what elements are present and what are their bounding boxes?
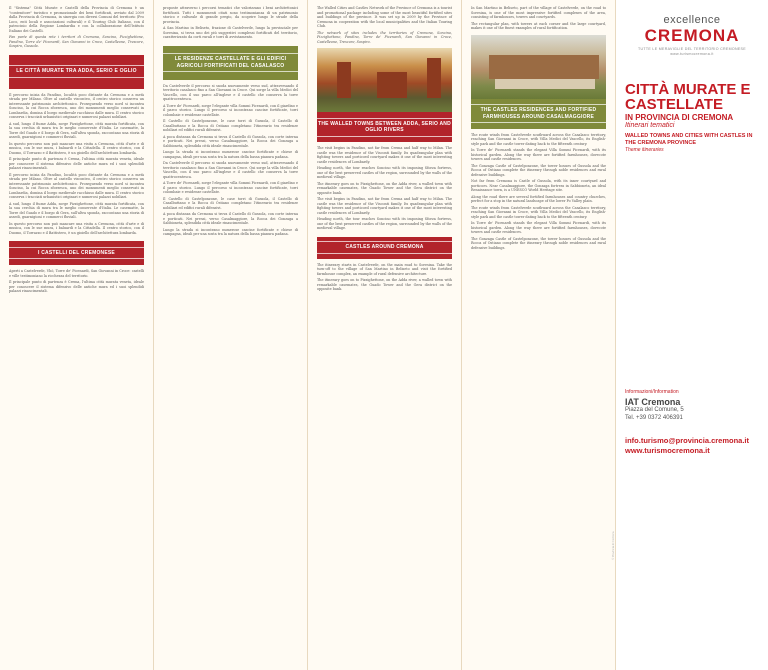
- section-title: LE CITTÀ MURATE TRA ADDA, SERIO E OGLIO: [9, 65, 144, 78]
- body-paragraph: The itinerary goes on to Pizzighettone, on the Adda river, a walled town with remarkable casemates, the Guado Tower and the Gera district on the opposite bank.: [317, 181, 452, 195]
- body-paragraph: Heading north, the tour reaches Soncino with its imposing Sforza fortress, one of the best preserved castles of the region, surrounded by the walls of the medieval village.: [317, 166, 452, 179]
- intro-paragraph: A San Martino in Beliseto, frazione di Castelverde, lungo la provinciale per Soresina, si trova uno dei più suggestivi complessi fortificati del territorio, caratterizzato da corti rurali e torri di avvistamento.: [163, 26, 298, 39]
- body-paragraph: Il principale punto di partenza è Crema, l'ultima città murata veneta, ideale per conoscere il sistema difensivo delle antiche mura ed i suoi splendidi palazzi rinascimentali.: [9, 280, 144, 293]
- section-title: THE WALLED TOWNS BETWEEN ADDA, SERIO AND OGLIO RIVERS: [317, 118, 452, 137]
- info-label: Informazioni/Information: [625, 389, 679, 395]
- body-paragraph: Aperti a Castelverde, Vhò, Torre de' Picenardi, San Giovanni in Croce: castelli e ville testimoniano la ricchezza del territorio.: [9, 269, 144, 278]
- section-band: [9, 241, 144, 265]
- intro-paragraph: The Walled Cities and Castles Network of the Province of Cremona is a tourist and promotional package including some of the most beautiful fortified sites and buildings of the province. It was set up in 2009 by the Province of Cremona in cooperation with the local municipalities and the Italian Touring Club.: [317, 6, 452, 28]
- body-paragraph: In Torre de' Picenardi stands the elegant Villa Sommi Picenardi, with its historical garden. Along the way there are fortified farmhouses, dovecote towers and castle residences.: [471, 148, 606, 161]
- info-phone[interactable]: Tel. +39 0372 406391: [625, 414, 683, 421]
- castle-photo: [317, 48, 452, 112]
- body-paragraph: Il principale punto di partenza è Crema, l'ultima città murata veneta, ideale per conoscere il sistema difensivo delle antiche mura ed i suoi splendidi palazzi rinascimentali.: [9, 157, 144, 170]
- body-paragraph: The itinerary starts in Castelverde, on the main road to Soresina. Take the turn-off to the village of San Martino in Beliseto and visit the fortified farmhouse complex, an example of rural defensive architecture.: [317, 262, 452, 276]
- body-paragraph: Il percorso inizia da Pandino, località poco distante da Cremona e a metà strada per Milano. Oltre al castello visconteo, il centro storico conserva un interessante patrimonio architettonico. Proseguendo verso nord si incontra Soncino, la cui Rocca sforzesca, uno dei monumenti meglio conservati in Lombardia, domina il borgo medievale racchiuso dalle mura. Il centro storico conserva i tracciati urbanistici originari e numerosi palazzi nobiliari.: [9, 172, 144, 199]
- farmhouse-photo: [471, 35, 606, 99]
- intro-paragraph: proposte attraverso i percorsi tematici che valorizzano i beni architettonici fortificati. Tutti i monumenti citati sono testimonianza di un patrimonio storico e culturale di grande pregio, da scoprire lungo le strade della provincia.: [163, 6, 298, 24]
- body-paragraph: In questo percorso non può mancare una visita a Cremona, città d'arte e di musica, con le sue mura, i baluardi e la Cittadella. Il centro storico, con il Duomo, il Torrazzo e il Battistero, è un gioiello dell'architettura lombarda.: [9, 221, 144, 235]
- body-paragraph: A Torre de' Picenardi, sorge l'elegante villa Sommi Picenardi, con il giardino e il parco storico. Lungo il percorso si incontrano cascine fortificate, torri colombaie e residenze castellate.: [163, 181, 298, 194]
- section-title: I CASTELLI DEL CREMONESE: [9, 247, 144, 260]
- logo-url[interactable]: www.turismocremona.it: [670, 52, 714, 56]
- body-paragraph: Along the road there are several fortified farmhouses and country churches, perfect for a stop in the natural landscape of the lower Po Valley plain.: [471, 194, 606, 203]
- credits-note: © Provincia di Cremona: [612, 531, 615, 560]
- body-paragraph: Not far from Cremona is Castle of Gussola, with its inner courtyard and porticoes. Near Casalmaggiore, the Gonzaga fortress in Sabbioneta, an ideal Renaissance town, is a UNESCO World Heritage site.: [471, 179, 606, 192]
- intro-paragraph: The rectangular plan, with towers at each corner and the large courtyard, makes it one of the finest examples of rural fortification.: [471, 21, 606, 30]
- info-email[interactable]: info.turismo@provincia.cremona.it: [625, 436, 749, 445]
- body-paragraph: Da Castelverde il percorso si snoda nuovamente verso sud, attraversando il territorio casalasco fino a San Giovanni in Croce. Qui sorge la villa Medici del Vascello, con il suo parco all'inglese e il castello che conserva la torre quattrocentesca.: [163, 83, 298, 101]
- panel-walled-towns-en: [308, 0, 461, 670]
- body-paragraph: Il percorso inizia da Pandino, località poco distante da Cremona e a metà strada per Milano. Oltre al castello visconteo, il centro storico conserva un interessante patrimonio architettonico. Proseguendo verso nord si incontra Soncino, la cui Rocca sforzesca, uno dei monumenti meglio conservati in Lombardia, domina il borgo medievale racchiuso dalle mura. Il centro storico conserva i tracciati urbanistici originari e numerosi palazzi nobiliari.: [9, 92, 144, 119]
- cover-title-en: WALLED TOWNS AND CITIES WITH CASTLES IN THE CREMONA PROVINCE: [625, 133, 753, 146]
- section-band: [9, 55, 144, 89]
- section-title: LE RESIDENZE CASTELLATE E GLI EDIFICI AGRICOLI FORTIFICATI DEL CASALASCO: [163, 53, 298, 72]
- section-band: [317, 237, 452, 259]
- body-paragraph: A Torre de' Picenardi, sorge l'elegante villa Sommi Picenardi, con il giardino e il parco storico. Lungo il percorso si incontrano cascine fortificate, torri colombaie e residenze castellate.: [163, 103, 298, 117]
- cover-panel: [616, 0, 768, 670]
- body-paragraph: In Torre de' Picenardi stands the elegant Villa Sommi Picenardi, with its historical garden. Along the way there are fortified farmhouses, dovecote towers and castle residences.: [471, 221, 606, 234]
- panel-walled-towns-it: [0, 0, 153, 670]
- body-paragraph: A poca distanza da Cremona si trova il Castello di Gussola, con corte interna e porticati. Nei pressi, verso Casalmaggiore, la Rocca dei Gonzaga a Sabbioneta, splendida città ideale rinascimentale.: [163, 212, 298, 225]
- cover-subtitle-en: Theme itineraries: [625, 147, 664, 153]
- body-paragraph: The visit begins in Pandino, not far from Crema and half way to Milan. The castle was the residence of the Visconti family. Its quadrangular plan with fighting towers and porticoed courtyard makes it one of the most interesting castle residences of Lombardy.: [317, 197, 452, 215]
- brand-logo[interactable]: [625, 14, 759, 56]
- body-paragraph: A sud, lungo il fiume Adda, sorge Pizzighettone, città murata fortificata, con la sua cerchia di mura tra le meglio conservate d'Italia. Le casematte, la Torre del Guado e il borgo di Gera, sull'altra sponda, raccontano una storia di assedi, guarnigioni e commerci fluviali.: [9, 201, 144, 219]
- body-paragraph: The Gonzaga Castle of Castelponzone, the tower houses of Gussola and the Rocca of Ostiano complete the itinerary through noble residences and rural defensive buildings.: [471, 163, 606, 177]
- body-paragraph: A poca distanza da Cremona si trova il Castello di Gussola, con corte interna e porticati. Nei pressi, verso Casalmaggiore, la Rocca dei Gonzaga a Sabbioneta, splendida città ideale rinascimentale.: [163, 134, 298, 148]
- info-address: Piazza del Comune, 5: [625, 407, 684, 413]
- body-paragraph: The route winds from Castelverde southward across the Casalasco territory, reaching San Giovanni in Croce, with Villa Medici del Vascello, its English-style park and the castle tower dating back to the fifteenth century.: [471, 205, 606, 219]
- body-paragraph: Il Castello di Castelponzone, le case torri di Gussola, il Castello di Casalbuttano e la Rocca di Ostiano completano l'itinerario tra residenze nobiliari ed edifici rurali difensivi.: [163, 119, 298, 132]
- section-title: THE CASTLES RESIDENCES AND FORTIFIED FARMHOUSES AROUND CASALMAGGIORE: [471, 104, 606, 123]
- body-paragraph: A sud, lungo il fiume Adda, sorge Pizzighettone, città murata fortificata, con la sua cerchia di mura tra le meglio conservate d'Italia. Le casematte, la Torre del Guado e il borgo di Gera, sull'altra sponda, raccontano una storia di assedi, guarnigioni e commerci fluviali.: [9, 121, 144, 139]
- section-band: [317, 112, 452, 142]
- body-paragraph: Lungo la strada si incontrano numerose cascine fortificate e chiese di campagna, ideali per una sosta tra la natura della bassa pianura padana.: [163, 227, 298, 236]
- body-paragraph: The Gonzaga Castle of Castelponzone, the tower houses of Gussola and the Rocca of Ostiano complete the itinerary through noble residences and rural defensive buildings.: [471, 236, 606, 250]
- panel-castles-en: [462, 0, 615, 670]
- intro-paragraph: In San Martino in Beliseto, part of the village of Castelverde, on the road to Soresina, is one of the most impressive fortified complexes of the area, consisting of farmhouses, towers and courtyards.: [471, 6, 606, 19]
- body-paragraph: Da Castelverde il percorso si snoda nuovamente verso sud, attraversando il territorio casalasco fino a San Giovanni in Croce. Qui sorge la villa Medici del Vascello, con il suo parco all'inglese e il castello che conserva la torre quattrocentesca.: [163, 161, 298, 179]
- body-paragraph: The visit begins in Pandino, not far from Crema and half way to Milan. The castle was the residence of the Visconti family. Its quadrangular plan with fighting towers and porticoed courtyard makes it one of the most interesting castle residences of Lombardy.: [317, 146, 452, 164]
- intro-list: Fan parte di questa rete i territori di Cremona, Soncino, Pizzighettone, Pandino, Torre de' Picenardi, San Giovanni in Croce, Castelleone, Trescore, Sospiro, Gussola.: [9, 35, 144, 48]
- body-paragraph: In questo percorso non può mancare una visita a Cremona, città d'arte e di musica, con le sue mura, i baluardi e la Cittadella. Il centro storico, con il Duomo, il Torrazzo e il Battistero, è un gioiello dell'architettura lombarda.: [9, 141, 144, 155]
- intro-list: The network of sites includes the territories of Cremona, Soncino, Pizzighettone, Pandino, Torre de' Picenardi, San Giovanni in Croce, Castelleone, Trescore, Sospiro.: [317, 30, 452, 44]
- body-paragraph: Lungo la strada si incontrano numerose cascine fortificate e chiese di campagna, ideali per una sosta tra la natura della bassa pianura padana.: [163, 150, 298, 159]
- body-paragraph: The route winds from Castelverde southward across the Casalasco territory, reaching San Giovanni in Croce, with Villa Medici del Vascello, its English-style park and the castle tower dating back to the fifteenth century.: [471, 132, 606, 146]
- body-paragraph: Heading north, the tour reaches Soncino with its imposing Sforza fortress, one of the best preserved castles of the region, surrounded by the walls of the medieval village.: [317, 217, 452, 230]
- section-title: CASTLES AROUND CREMONA: [317, 241, 452, 254]
- panel-castles-it: [154, 0, 307, 670]
- section-band: [163, 46, 298, 80]
- logo-tagline: TUTTE LE MERAVIGLIE DEL TERRITORIO CREMONESE: [638, 47, 746, 51]
- logo-cremona: CREMONA: [644, 26, 740, 45]
- cover-subtitle: IN PROVINCIA DI CREMONA: [625, 113, 734, 122]
- cover-title: CITTÀ MURATE E CASTELLATE: [625, 81, 751, 113]
- cover-subtitle-it: Itinerari tematici: [625, 122, 675, 129]
- info-office-name: IAT Cremona: [625, 397, 681, 407]
- body-paragraph: The itinerary goes on to Pizzighettone, on the Adda river, a walled town with remarkable casemates, the Guado Tower and the Gera district on the opposite bank.: [317, 278, 452, 291]
- info-website[interactable]: www.turismocremona.it: [625, 446, 710, 455]
- intro-paragraph: Il "Sistema" Città Murate e Castelli della Provincia di Cremona è un "contenitore" turistico e promozionale dei beni fortificati, avviato dal 2009 dalla Provincia di Cremona, in sinergia con diversi Comuni del territorio (Pro Loco, enti locali e associazioni culturali) e il Touring Club Italiano, con il patrocinio della Regione Lombardia e con la collaborazione dell'Istituto Italiano dei Castelli.: [9, 6, 144, 33]
- logo-excellence: excellence: [663, 14, 721, 26]
- section-band: [471, 99, 606, 129]
- body-paragraph: Il Castello di Castelponzone, le case torri di Gussola, il Castello di Casalbuttano e la Rocca di Ostiano completano l'itinerario tra residenze nobiliari ed edifici rurali difensivi.: [163, 196, 298, 210]
